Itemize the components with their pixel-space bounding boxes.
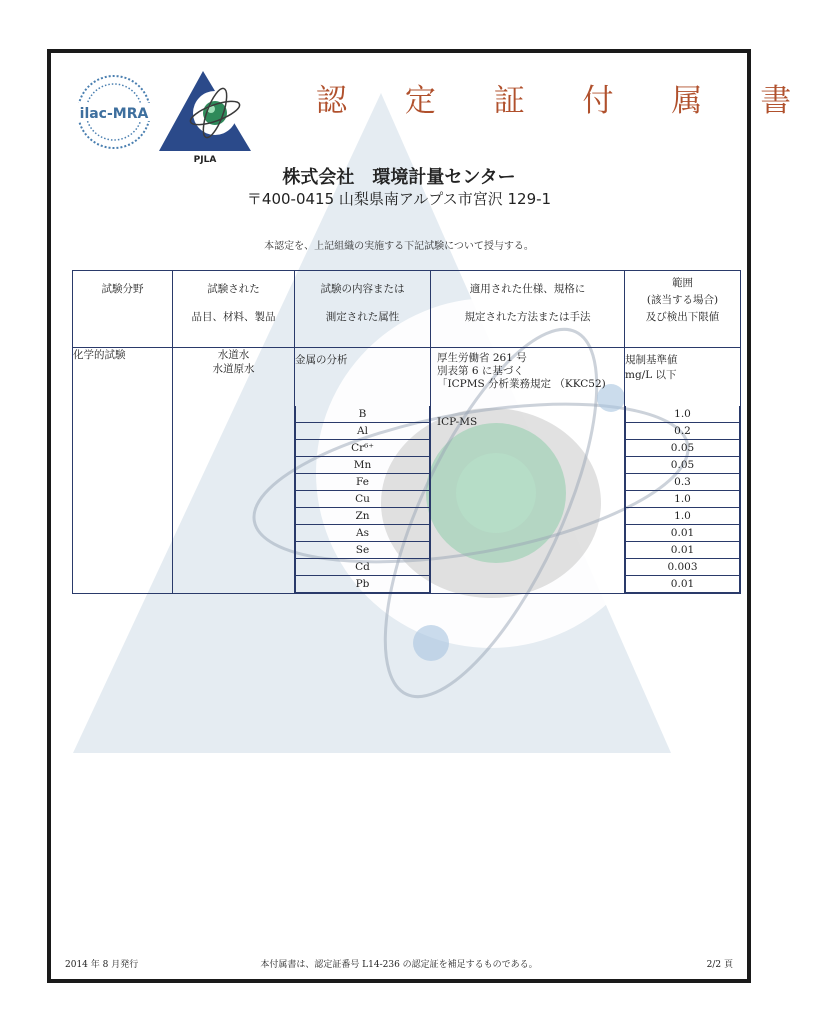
- element-limit-value: 0.2: [626, 423, 740, 440]
- value-list: [625, 406, 740, 593]
- element-name: Cu: [296, 491, 430, 508]
- header-range: 範囲 (該当する場合) 及び検出下限値: [625, 271, 741, 348]
- company-name: 株式会社 環境計量センター: [282, 167, 516, 188]
- page-number: 2/2 頁: [706, 960, 733, 970]
- element-name: Pb: [296, 576, 430, 593]
- table-row: [626, 491, 740, 508]
- table-row: [296, 440, 430, 457]
- issue-date: 2014 年 8 月発行: [65, 960, 139, 970]
- header-products: 試験された 品目、材料、製品: [173, 271, 295, 348]
- element-name: Cd: [296, 559, 430, 576]
- range-header-line: 規制基準値: [625, 354, 678, 366]
- table-row: [626, 542, 740, 559]
- table-row: [73, 348, 741, 594]
- scope-table: [72, 270, 741, 594]
- spec-line: 別表第 6 に基づく: [437, 365, 524, 377]
- element-limit-value: 0.01: [626, 525, 740, 542]
- table-row: [296, 525, 430, 542]
- analysis-cell: [295, 348, 431, 594]
- element-limit-value: 0.003: [626, 559, 740, 576]
- pjla-logo-text: PJLA: [193, 155, 217, 165]
- range-cell: [625, 348, 741, 594]
- table-row: [296, 406, 430, 423]
- method-name: ICP-MS: [437, 416, 478, 428]
- table-row: [626, 559, 740, 576]
- spec-line: 厚生労働省 261 号: [437, 352, 527, 364]
- element-limit-value: 1.0: [626, 406, 740, 423]
- table-row: [626, 525, 740, 542]
- test-products: 水道水 水道原水: [173, 348, 295, 594]
- document-title: 認 定 証 付 属 書: [316, 83, 815, 119]
- element-name: As: [296, 525, 430, 542]
- pjla-logo: [155, 67, 255, 163]
- element-name: Zn: [296, 508, 430, 525]
- range-header-line: mg/L 以下: [625, 369, 677, 381]
- header-methods: 適用された仕様、規格に 規定された方法または手法: [431, 271, 625, 348]
- element-limit-value: 0.01: [626, 576, 740, 593]
- table-row: [296, 542, 430, 559]
- accreditation-statement: 本認定を、上記組織の実施する下記試験について授与する。: [264, 241, 534, 252]
- element-list: [295, 406, 430, 593]
- table-row: [296, 508, 430, 525]
- table-row: [296, 423, 430, 440]
- footer-note: 本付属書は、認定証番号 L14-236 の認定証を補足するものである。: [260, 960, 538, 970]
- table-row: [626, 423, 740, 440]
- table-row: [626, 406, 740, 423]
- table-row: [296, 576, 430, 593]
- header-field: 試験分野: [73, 271, 173, 348]
- table-row: [296, 457, 430, 474]
- spec-line: 「ICPMS 分析業務規定 （KKC52): [437, 378, 606, 390]
- element-name: Se: [296, 542, 430, 559]
- header-attributes: 試験の内容または 測定された属性: [295, 271, 431, 348]
- document-frame: [47, 49, 815, 983]
- analysis-label: 金属の分析: [295, 354, 348, 366]
- company-address: 〒400-0415 山梨県南アルプス市宮沢 129-1: [246, 190, 552, 208]
- table-row: [626, 474, 740, 491]
- element-limit-value: 0.3: [626, 474, 740, 491]
- table-row: [296, 474, 430, 491]
- element-name: Al: [296, 423, 430, 440]
- element-limit-value: 0.01: [626, 542, 740, 559]
- table-header-row: [73, 271, 741, 348]
- table-row: [296, 559, 430, 576]
- methods-cell: [431, 348, 625, 594]
- table-row: [626, 440, 740, 457]
- test-field: 化学的試験: [73, 348, 173, 594]
- table-row: [626, 508, 740, 525]
- ilac-logo-text: ilac-MRA: [79, 106, 149, 122]
- element-limit-value: 0.05: [626, 457, 740, 474]
- element-limit-value: 1.0: [626, 508, 740, 525]
- ilac-mra-logo: [69, 67, 159, 157]
- table-row: [626, 457, 740, 474]
- table-row: [296, 491, 430, 508]
- element-name: Fe: [296, 474, 430, 491]
- element-name: B: [296, 406, 430, 423]
- element-name: Cr⁶⁺: [296, 440, 430, 457]
- element-limit-value: 0.05: [626, 440, 740, 457]
- element-name: Mn: [296, 457, 430, 474]
- table-row: [626, 576, 740, 593]
- element-limit-value: 1.0: [626, 491, 740, 508]
